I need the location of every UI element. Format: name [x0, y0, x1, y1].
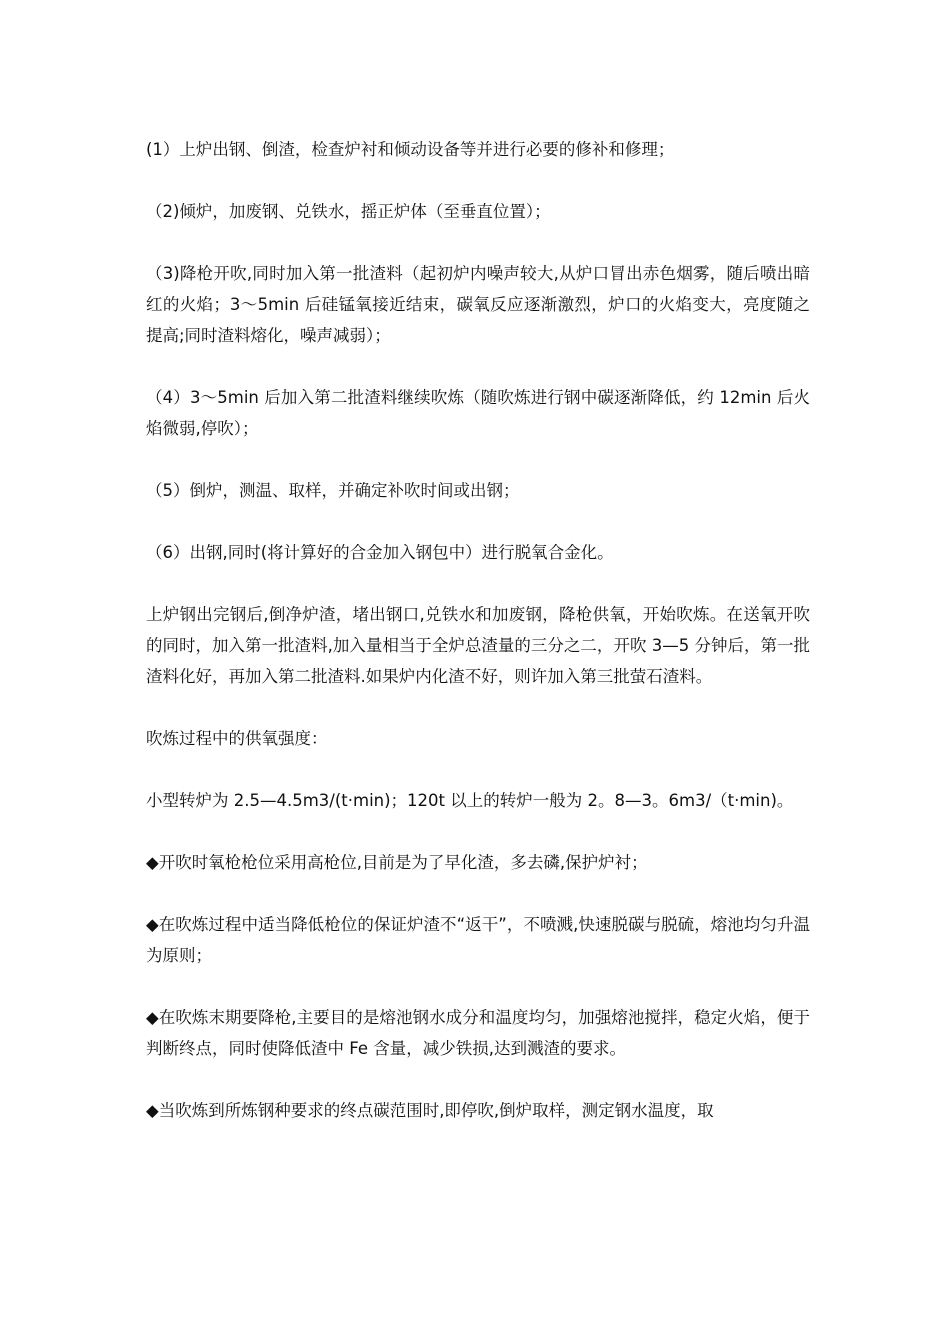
- document-body: [146, 134, 810, 1157]
- paragraph-process-summary: 上炉钢出完钢后,倒净炉渣，堵出钢口,兑铁水和加废钢，降枪供氧，开始吹炼。在送氧开吹的同时，加入第一批渣料,加入量相当于全炉总渣量的三分之二，开吹 3—5 分钟后，第一批渣料化好，再加入第二批渣料.如果炉内化渣不好，则许加入第三批萤石渣料。: [146, 605, 810, 686]
- paragraph-step-6: （6）出钢,同时(将计算好的合金加入钢包中）进行脱氧合金化。: [146, 543, 614, 562]
- paragraph-step-3: （3)降枪开吹,同时加入第一批渣料（起初炉内噪声较大,从炉口冒出赤色烟雾，随后喷出暗红的火焰；3～5min 后硅锰氧接近结束，碳氧反应逐渐激烈，炉口的火焰变大，亮度随之提高;同时渣料熔化，噪声减弱）；: [146, 264, 810, 345]
- bullet-endpoint-carbon: ◆当吹炼到所炼钢种要求的终点碳范围时,即停吹,倒炉取样，测定钢水温度，取: [146, 1101, 714, 1120]
- paragraph-step-5: （5）倒炉，测温、取样，并确定补吹时间或出钢；: [146, 481, 520, 500]
- bullet-high-lance: ◆开吹时氧枪枪位采用高枪位,目前是为了早化渣，多去磷,保护炉衬；: [146, 853, 648, 872]
- paragraph-oxygen-intensity: 小型转炉为 2.5—4.5m3/(t·min)；120t 以上的转炉一般为 2。8—3。6m3/（t·min)。: [146, 791, 794, 810]
- bullet-lower-lance: ◆在吹炼过程中适当降低枪位的保证炉渣不“返干”，不喷溅,快速脱碳与脱硫，熔池均匀升温为原则；: [146, 915, 810, 965]
- paragraph-step-4: （4）3～5min 后加入第二批渣料继续吹炼（随吹炼进行钢中碳逐渐降低，约 12min 后火焰微弱,停吹）；: [146, 388, 810, 438]
- paragraph-step-2: （2)倾炉，加废钢、兑铁水，摇正炉体（至垂直位置）；: [146, 202, 551, 221]
- bullet-end-lance: ◆在吹炼末期要降枪,主要目的是熔池钢水成分和温度均匀，加强熔池搅拌，稳定火焰，便于判断终点，同时使降低渣中 Fe 含量，减少铁损,达到溅渣的要求。: [146, 1008, 810, 1058]
- paragraph-step-1: (1）上炉出钢、倒渣，检查炉衬和倾动设备等并进行必要的修补和修理；: [146, 140, 675, 159]
- paragraph-oxygen-heading: 吹炼过程中的供氧强度：: [146, 729, 328, 748]
